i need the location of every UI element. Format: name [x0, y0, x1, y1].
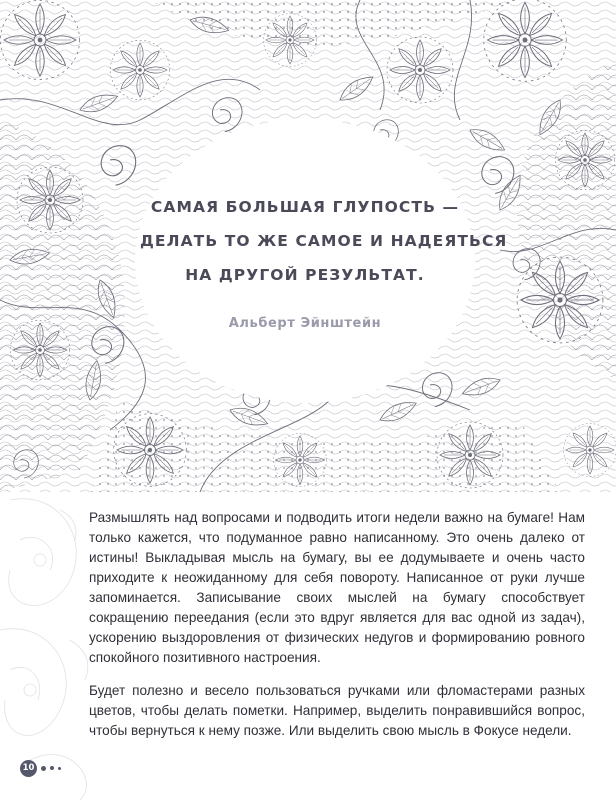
page-number: 10: [20, 760, 37, 777]
quote-line: САМАЯ БОЛЬШАЯ ГЛУПОСТЬ —: [150, 198, 460, 216]
dot-icon: [50, 766, 54, 770]
page-number-indicator: [20, 759, 61, 777]
body-text: [89, 508, 585, 754]
body-paragraph: Размышлять над вопросами и подводить итоги недели важно на бумаге! Нам только кажется, что подуманное равно написанному. Это очень далеко от истины! Выкладывая мысль на бумагу, вы ее додумываете и очень часто приходите к неожиданному для себя повороту. Написанное от руки лучше запоминается. Записывание своих мыслей на бумагу способствует сокращению переедания (если это вдруг является для вас одной из задач), ускорению выздоровления от физических недугов и формированию ровного спокойного позитивного настроения.: [89, 510, 585, 665]
dot-icon: [58, 767, 61, 770]
quote-author: Альберт Эйнштейн: [228, 316, 382, 331]
body-paragraph: Будет полезно и весело пользоваться ручками или фломастерами разных цветов, чтобы делать пометки. Например, выделить понравившийся вопрос, чтобы вернуться к нему позже. Или выделить свою мысль в Фокусе недели.: [89, 683, 585, 738]
quote-line: ДЕЛАТЬ ТО ЖЕ САМОЕ И НАДЕЯТЬСЯ: [140, 232, 508, 250]
dot-icon: [41, 766, 46, 771]
quote-line: НА ДРУГОЙ РЕЗУЛЬТАТ.: [185, 266, 425, 284]
quote-block: [140, 190, 508, 292]
